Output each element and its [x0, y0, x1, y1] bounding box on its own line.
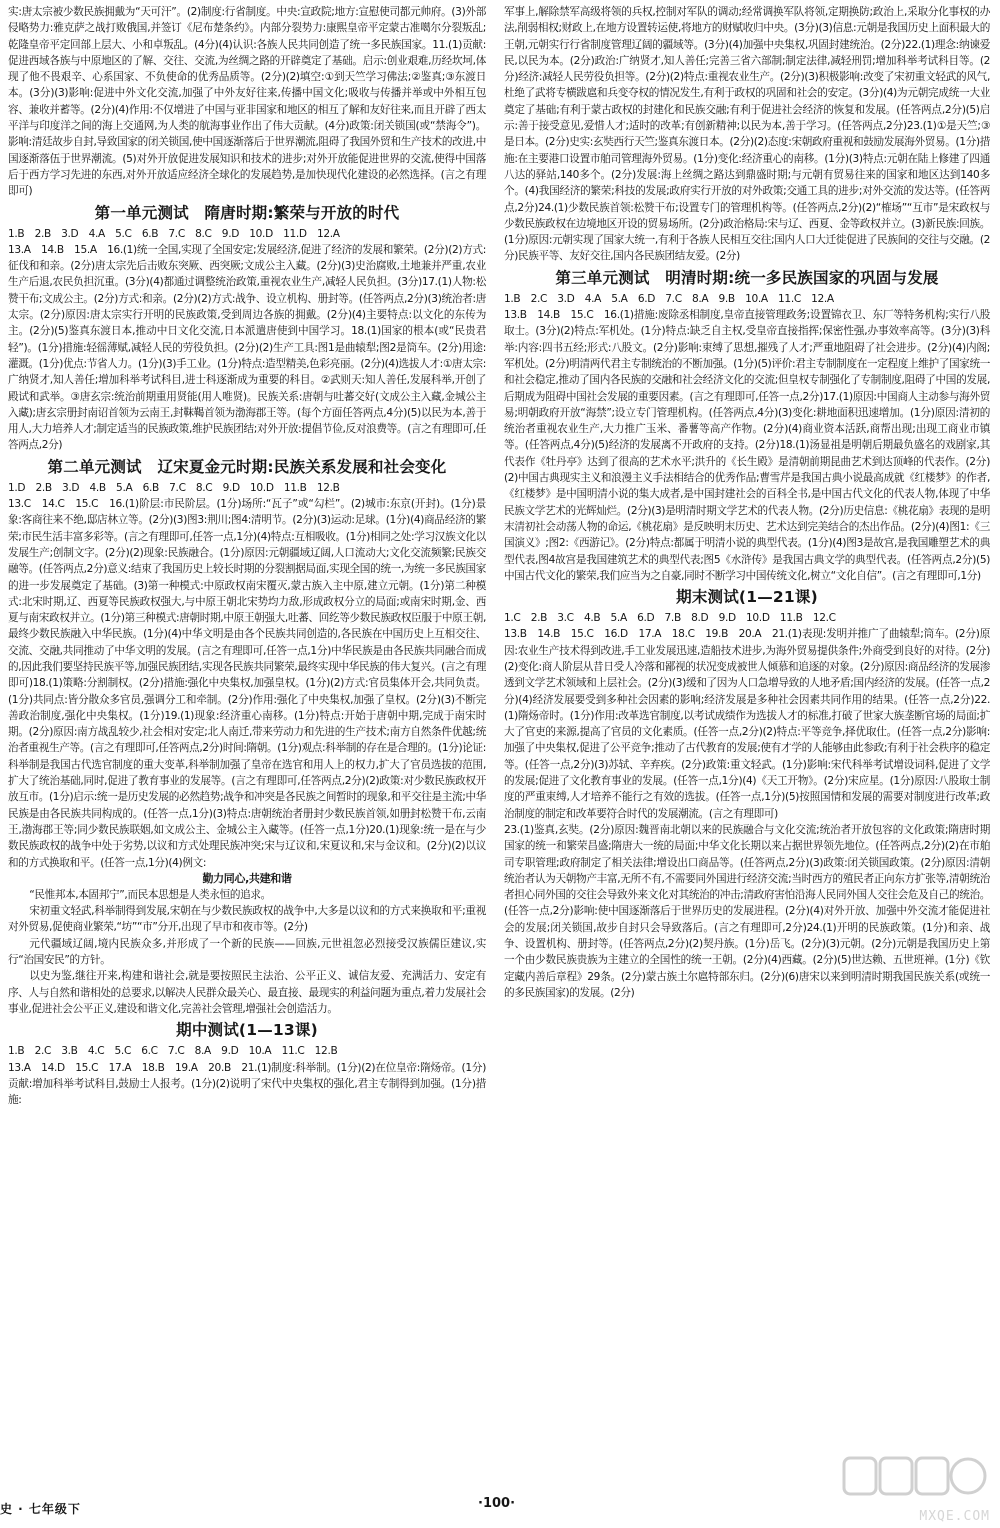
essay-paragraph: “民惟邦本,本固邦宁”,而民本思想是人类永恒的追求。	[29, 888, 271, 901]
unit1-answer-paragraph: 13.A 14.B 15.A 16.(1)统一全国,实现了全国安定;发展经济,促进了经济的发展和繁荣。(2分)(2)方式:征伐和和亲。(2分)唐太宗先后击败东突厥、西突厥;文成公主入藏。(2分)(3)史治腐败,土地兼并严重,农业生产后退,农民负担沉重。(3分)(4)都通过调整统治政策,重视农业生产,减轻人民负担。(3分)17.(1)人物:松赞干布;文成公主。(2分)方式:和亲。(2分)(2)方式:战争、设立机构、册封等。(任答两点,2分)(3)统治者:唐太宗。(2分)原因:唐太宗实行开明的民族政策,受到周边各族的拥戴。(2分)(4)主要特点:以文化的东传为主。(2分)(5)鉴真东渡日本,推动中日文化交流,日本派遣唐使到中国学习。18.(1)国家的根本(或“民贵君轻”)。(1分)措施:轻徭薄赋,减轻人民的劳役负担。(2分)(2)生产工具:图1是曲辕犁;图2是筒车。(2分)用途:灌溉。(1分)优点:节省人力。(1分)(3)手工业。(1分)特点:造型精美,色彩亮丽。(2分)(4)选拔人才:①唐太宗:广纳贤才,知人善任;增加科举考试科目,进士科逐渐成为重要的科目。②武则天:知人善任,发展科举,开创了殿试和武举。③唐玄宗:统治前期重用贤能(用人唯贤)。民族关系:唐朝与吐蕃交好(文成公主入藏,金城公主入藏);唐玄宗册封南诏首领为云南王,封靺鞨首领为渤海郡王等。(每个方面任答两点,4分)(5)以民为本,善于用人,大力培养人才;制定适当的民族政策,维护民族团结;对外开放:提倡节俭,反对浪费等。(言之有理即可,任答两点,2分)	[8, 243, 486, 452]
page-number: ·100·	[478, 1496, 516, 1511]
intro-paragraph: 实:唐太宗被少数民族拥戴为“天可汗”。(2)制度:行省制度。中央:宣政院;地方:宣慰使司都元帅府。(3)外部侵略势力:雅克萨之战打败俄国,并签订《尼布楚条约》。内部分裂势力:康熙皇帝平定蒙古准噶尔分裂叛乱;乾隆皇帝平定回部上层大、小和卓叛乱。(4分)(4)认识:各族人民共同创造了统一多民族国家。11.(1)贡献:促进西域各族与中原地区的了解、交往、交流,为丝绸之路的开辟奠定了基础。启示:创业艰难,历经坎坷,体现了他不畏艰辛、心系国家、不负使命的优秀品质等。(2分)(2)填空:①到天竺学习佛法;②鉴真;③东渡日本。(3分)(3)影响:促进中外文化交流,加强了中外友好往来,传播中国文化;吸收与传播并举或中外相互包容、兼收并蓄等。(2分)(4)作用:不仅增进了中国与亚非国家和地区的相互了解和友好往来,而且开辟了西太平洋与印度洋之间的海上交通网,为人类的航海事业作出了伟大贡献。(4分)政策:闭关锁国(或“禁海令”)。影响:清廷故步自封,导致国家的闭关锁国,使中国逐渐落后于世界潮流,阻碍了我国外贸和生产技术的改进,中国逐渐落伍于世界潮流。(5)对外开放促进发展知识和技术的进步;对外开放能促进世界的交流,使得中国落后于西方学习先进的东西,对外开放适应经济全球化的发展趋势,是加快现代化建设的必然选择。(言之有理即可)	[8, 6, 486, 198]
midterm-choice-answers: 1.B 2.C 3.B 4.C 5.C 6.C 7.C 8.A 9.D 10.A 11.C 12.B	[8, 1045, 338, 1058]
site-watermark	[840, 1452, 990, 1524]
essay-paragraph: 元代疆域辽阔,境内民族众多,并形成了一个新的民族——回族,元世祖忽必烈接受汉族儒臣建议,实行“治国安民”的方针。	[8, 937, 486, 967]
final-answer-paragraph: 23.(1)鉴真,玄奘。(2分)原因:魏晋南北朝以来的民族融合与文化交流;统治者开放包容的文化政策;隋唐时期国家的统一和繁荣昌盛;隋唐大一统的局面;中华文化长期以来占据世界领先地位。(任答两点,2分)(2)在市舶司专职管理;政府制定了相关法律;增设出口商品等。(任答两点,2分)(3)政策:闭关锁国政策。(2分)原因:清朝统治者认为天朝物产丰富,无所不有,不需要同外国进行经济交流;当时西方的殖民者正向东方扩张等,清朝统治者担心同外国的交往会导致外来文化对其统治的冲击;清政府害怕沿海人民同外国人交往会危及自己的统治。(任答一点,2分)影响:使中国逐渐落后于世界历史的发展进程。(2分)(4)对外开放、加强中外交流才能促进社会的发展;闭关锁国,故步自封只会导致落后。(言之有理即可,2分)24.(1)开明的民族政策。(1分)和亲、战争、设置机构、册封等。(任答两点,2分)(2)契丹族。(1分)岳飞。(2分)(3)元朝。(2分)元朝是我国历史上第一个由少数民族贵族为主建立的全国性的统一王朝。(2分)(4)西藏。(2分)(5)世达赖、五世班禅。(1分)《钦定藏内善后章程》29条。(2分)蒙古族土尔扈特部东归。(2分)(6)唐宋以来到明清时期我国民族关系(或统一的多民族国家)的发展。(2分)	[504, 823, 990, 999]
answer-column-left	[8, 4, 486, 1108]
final-choice-answers: 1.C 2.B 3.C 4.B 5.A 6.D 7.B 8.D 9.D 10.D 11.B 12.C	[504, 612, 836, 625]
unit1-choice-answers: 1.B 2.B 3.D 4.A 5.C 6.B 7.C 8.C 9.D 10.D 11.D 12.A	[8, 227, 340, 240]
final-title: 期末测试(1—21课)	[676, 588, 818, 607]
unit3-title: 第三单元测试 明清时期:统一多民族国家的巩固与发展	[555, 268, 939, 287]
answer-column-right	[504, 4, 990, 1001]
essay-paragraph: 宋初重文轻武,科举制得到发展,宋朝在与少数民族政权的战争中,大多是以议和的方式来换取和平;重视对外贸易,促使商业繁荣,“坊”“市”分开,出现了早市和夜市等。(2分)	[8, 905, 486, 934]
unit2-answer-paragraph: 13.C 14.C 15.C 16.(1)阶层:市民阶层。(1分)场所:“瓦子”或“勾栏”。(2)城市:东京(开封)。(1分)景象:客商往来不绝,邸店林立等。(2分)(3)图3:荆川;图4:清明节。(2分)(3)运动:足球。(1分)(4)商品经济的繁荣;市民生活丰富多彩等。(言之有理即可,任答一点,1分)(4)特点:互相吸收。(1分)相同之处:学习汉族文化以发展生产;创制文字。(2分)(2)现象:民族融合。(1分)原因:元朝疆域辽阔,人口流动大;文化交流频繁;民族交融等。(任答两点,2分)意义:结束了我国历史上较长时期的分裂割据局面,实现全国的统一,为统一多民族国家的进一步发展奠定了基础。(3)第一种模式:中原政权南宋覆灭,蒙古族入主中原,建立元朝。(1分)第二种模式:北宋时期,辽、西夏等民族政权强大,与中原王朝北宋势均力敌,形成政权分立的局面;或南宋时期,金、西夏与南宋政权并立。(1分)第三种模式:唐朝时期,中原王朝强大,吐蕃、回纥等少数民族政权臣服于中原王朝,最终少数民族融入中华民族。(1分)(4)中华文明是由各个民族共同创造的,各民族在中国历史上互相交往、交流、交融,共同推动了中华文明的发展。(言之有理即可,任答一点,1分)中华民族是由各民族共同融合而成的,因此我们要坚持民族平等,加强民族团结,实现各民族共同繁荣,最终实现中华民族的伟大复兴。(言之有理即可)18.(1)策略:分割制权。(2分)措施:强化中央集权,加强皇权。(1分)(2)方式:官员集体开会,共同负责。(1分)共同点:皆分散众多官员,强调分工和牵制。(2分)作用:强化了中央集权,加强了皇权。(2分)(3)不断完善政治制度,强化中央集权。(1分)19.(1)现象:经济重心南移。(1分)特点:开始于唐朝中期,完成于南宋时期。(2分)原因:南方战乱较少,社会相对安定;北人南迁,带来劳动力和先进的生产技术;南方自然条件优越;统治者重视生产等。(言之有理即可,任答两点,2分)时间:隋朝。(1分)观点:科举制的存在是合理的。(1分)论证:科举制是我国古代选官制度的重大变革,科举制加强了皇帝在选官和用人上的权力,扩大了官员选拔的范围,扩大了统治基础,同时,促进了教育事业的发展等。(言之有理即可,任答两点,2分)(2)政策:对少数民族政权开放互市。(1分)启示:统一是历史发展的必然趋势;战争和冲突是各民族之间暂时的现象,和平交往是主流;中华民族是由各民族共同构成的。(任答一点,1分)(3)特点:唐朝统治者册封少数民族首领,如册封松赞干布,云南王,渤海郡王等;同少数民族联姻,如文成公主、金城公主入藏等。(任答一点,1分)20.(1)现象:统一是在与少数民族政权的战争中处于劣势,以议和方式处理民族冲突;宋与辽议和,宋夏议和,宋与金议和。(2分)(2)以议和的方式换取和平。(任答一点,1分)(4)例文:	[8, 498, 486, 869]
midterm-title: 期中测试(1—13课)	[176, 1021, 318, 1040]
final-answer-paragraph: 13.B 14.B 15.C 16.D 17.A 18.C 19.B 20.A 21.(1)表现:发明并推广了曲辕犁;筒车。(2分)原因:农业生产技术得到改进,手工业发展迅速,造船技术进步,为海外贸易提供条件;外商受到良好的对待。(2分)(2)变化:商人阶层从昔日受人冷落和鄙视的状况变成被世人倾慕和追逐的对象。(2分)原因:商品经济的发展渗透到文学艺术领域和上层社会。(2分)(3)缓和了因为人口急增导致的人地矛盾;国内经济的发展。(任答一点,2分)(4)经济发展要受到多种社会因素的影响;经济发展是多种社会因素共同作用的结果。(任答一点,2分)22.(1)隋炀帝时。(1分)作用:改革选官制度,以考试成绩作为选拔人才的标准,打破了世家大族垄断官场的局面;扩大了官吏的来源,提高了官员的文化素质。(任答一点,2分)(2)特点:平等竞争,择优取仕。(任答一点,2分)影响:加强了中央集权,促进了公平竞争;推动了古代教育的发展;使有才学的人能够由此参政;有利于社会秩序的稳定等。(任答一点,2分)(3)苏轼、辛弃疾。(2分)政策:重文轻武。(1分)影响:宋代科举考试增设词科,促进了文学的发展;促进了文化教育事业的发展。(任答一点,1分)(4)《天工开物》。(2分)宋应星。(1分)原因:八股取士制度的严重束缚,人才培养不能行之有效的选拔。(任答一点,1分)(5)按照国情和发展的需要对制度进行改革;政治制度的制定和改革要符合时代的发展潮流。(言之有理即可)	[504, 628, 990, 820]
unit2-title: 第二单元测试 辽宋夏金元时期:民族关系发展和社会变化	[47, 457, 447, 476]
watermark-text: MXQE.COM	[919, 1509, 990, 1524]
unit1-title: 第一单元测试 隋唐时期:繁荣与开放的时代	[94, 203, 400, 222]
essay-paragraph: 以史为鉴,继往开来,构建和谐社会,就是要按照民主法治、公平正义、诚信友爱、充满活力、安定有序、人与自然和谐相处的总要求,以解决人民群众最关心、最直接、最现实的利益问题为重点,着力发展社会事业,促进社会公平正义,建设和谐文化,完善社会管理,增强社会创造活力。	[8, 970, 486, 1015]
midterm-answer-paragraph: 13.A 14.D 15.C 17.A 18.B 19.A 20.B 21.(1)制度:科举制。(1分)(2)在位皇帝:隋炀帝。(1分)贡献:增加科举考试科目,鼓励士人报考。(1分)(2)说明了宋代中央集权的强化,君主专制得到加强。(1分)措施:	[8, 1061, 486, 1107]
watermark-logo-icon	[840, 1452, 990, 1502]
footer-subject: 史 · 七年级下	[0, 1502, 81, 1516]
essay-title: 勤力同心,共建和谐	[202, 871, 292, 885]
unit3-choice-answers: 1.B 2.C 3.D 4.A 5.A 6.D 7.C 8.A 9.B 10.A 11.C 12.A	[504, 292, 834, 305]
unit3-answer-paragraph: 13.B 14.B 15.C 16.(1)措施:废除丞相制度,皇帝直接管理政务;设置锦衣卫、东厂等特务机构;实行八股取士。(3分)(2)特点:军机处。(1分)特点:缺乏自主权,受皇帝直接指挥;保密性强,办事效率高等。(3分)(3)科举:内容:四书五经;形式:八股文。(2分)影响:束缚了思想,摧残了人才;严重地阻碍了社会进步。(2分)(4)内阁;军机处。(2分)明清两代君主专制统治的不断加强。(1分)(5)评价:君主专制制度在一定程度上维护了国家统一和社会稳定,推动了国内各民族的交融和社会经济文化的交流;但皇权专制强化了专制制度,阻碍了中国的发展,后期成为阻碍中国社会发展的重要因素。(言之有理即可,任答一点,2分)17.(1)原因:中国商人主动参与海外贸易;明朝政府开放“海禁”;设立专门管理机构。(任答两点,4分)(3)变化:耕地面积迅速增加。(1分)原因:清初的统治者重视农业生产,大力推广玉米、番薯等高产作物。(2分)(4)商业资本活跃,商帮出现;出现工商业市镇等。(任答两点,4分)(5)经济的发展离不开政府的支持。(2分)18.(1)汤显祖是明朝后期最负盛名的戏剧家,其代表作《牡丹亭》达到了很高的艺术水平;洪升的《长生殿》是清朝前期昆曲艺术到达顶峰的代表作。(2分)(2)中国古典现实主义和浪漫主义手法相结合的优秀作品;曹雪芹是我国古典小说最高成就《红楼梦》的作者,《红楼梦》是中国明清小说的集大成者,是中国封建社会的百科全书,是中国古代文化的代表人物,体现了中华民族文学艺术的光辉灿烂。(2分)(3)是明清时期文学艺术的代表人物。(2分)历史信息:《桃花扇》表现的是明末清初社会动荡人物的命运,《桃花扇》是反映明末历史、艺术达到完美结合的杰出作品。(2分)(4)图1:《三国演义》;图2:《西游记》。(2分)特点:都属于明清小说的典型代表。(1分)(4)图3是故宫,是我国雕塑艺术的典型代表,图4故宫是我国建筑艺术的典型代表;图5《水浒传》是我国古典文学的典型代表。(任答两点,2分)(5)中国古代文化的繁荣,我们应当为之自豪,同时不断学习中国传统文化,树立“文化自信”。(言之有理即可,1分)	[504, 309, 990, 582]
unit2-choice-answers: 1.D 2.B 3.D 4.B 5.A 6.B 7.C 8.C 9.D 10.D 11.B 12.B	[8, 481, 340, 494]
midterm-continued-paragraph: 军事上,解除禁军高级将领的兵权,控制对军队的调动;经常调换军队将领,定期换防;政治上,采取分化事权的办法,削弱相权;财政上,在地方设置转运使,将地方的财赋收归中央。(3分)(3)信息:元朝是我国历史上面积最大的王朝,元朝实行行省制度管理辽阔的疆域等。(3分)(4)加强中央集权,巩固封建统治。(2分)22.(1)理念:纳谏爱民,以民为本。(2分)政治:广纳贤才,知人善任;完善三省六部制;制定法律,减轻刑罚;增加科举考试科目等。(2分)经济:减轻人民劳役负担等。(2分)(2)特点:重视农业生产。(2分)(3)积极影响:改变了宋初重文轻武的风气,杜绝了武将专横跋扈和兵变夺权的情况发生,有利于政权的巩固和社会的安定。(3分)(4)为元朝完成统一大业奠定了基础;有利于蒙古政权的封建化和民族交融;有利于促进社会经济的恢复和发展。(任答两点,2分)(5)启示:善于接受意见,爱惜人才;适时的改革;有创新精神;以民为本,善于学习。(任答两点,2分)23.(1)①是天竺;③是日本。(2分)史实:玄奘西行天竺;鉴真东渡日本。(2分)(2)态度:宋朝政府重视和鼓励发展海外贸易。(1分)措施:在主要港口设置市舶司管理海外贸易。(1分)变化:经济重心的南移。(1分)(3)特点:元朝在陆上修建了四通八达的驿站,140多个。(2分)发展:海上丝绸之路达到鼎盛时期;与元朝有贸易往来的国家和地区达到140多个。(4)我国经济的繁荣;科技的发展;政府实行开放的对外政策;交通工具的进步;对外交流的发达等。(任答两点,2分)24.(1)少数民族首领:松赞干布;设置专门的管理机构等。(任答两点,2分)(2)“榷场”“互市”是宋政权与少数民族政权在边境地区开设的贸易场所。(2分)政治格局:宋与辽、西夏、金等政权并立。(3)新民族:回族。(1分)原因:元朝实现了国家大统一,有利于各族人民相互交往;国内人口大迁徙促进了民族间的交往与交融。(2分)民族平等、友好交往,国内各民族团结友爱。(2分)	[504, 6, 990, 263]
